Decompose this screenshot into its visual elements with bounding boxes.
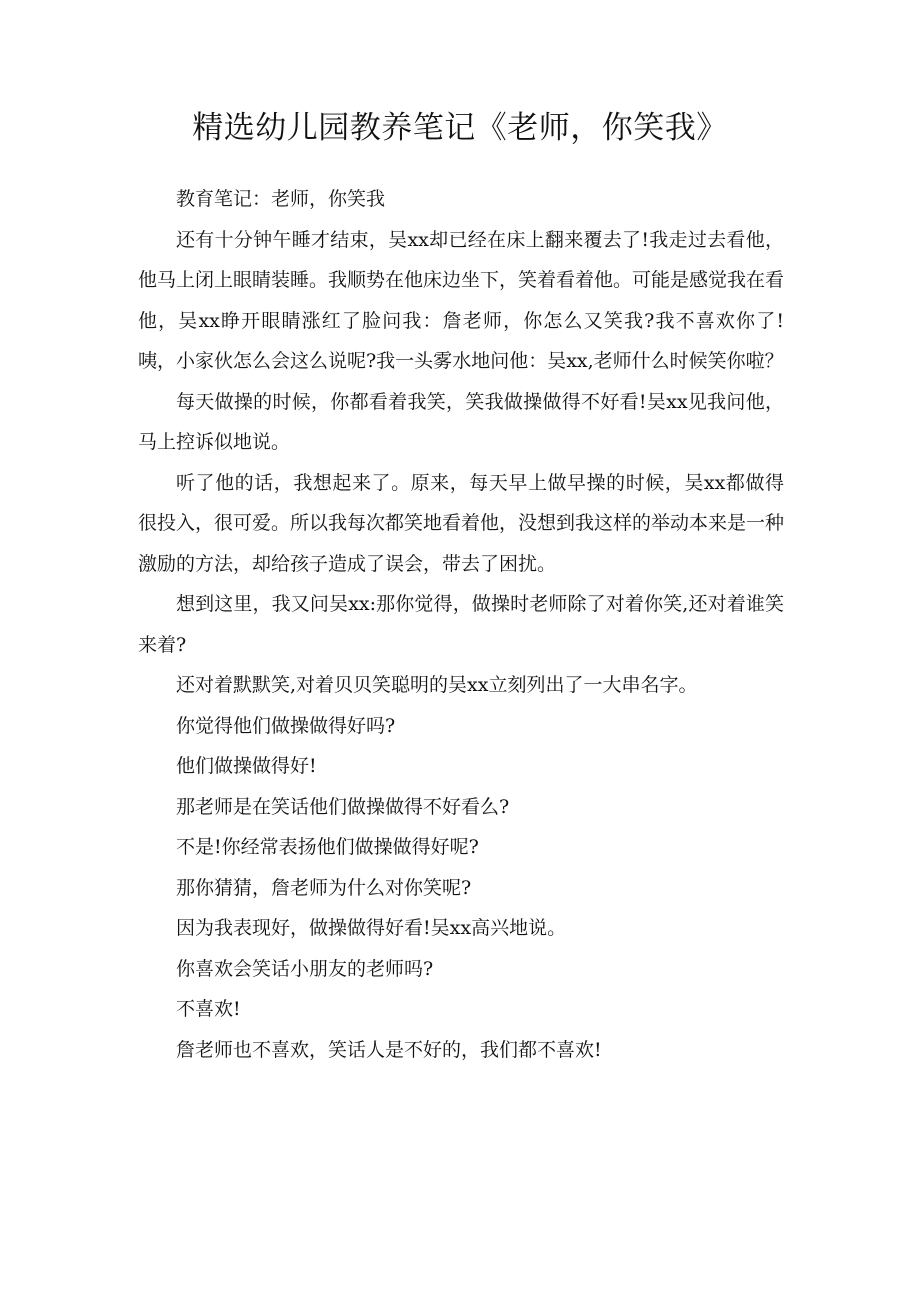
paragraph: 你喜欢会笑话小朋友的老师吗? xyxy=(176,957,434,980)
paragraph: 詹老师也不喜欢，笑话人是不好的，我们都不喜欢! xyxy=(176,1038,602,1061)
paragraph: 还对着默默笑,对着贝贝笑聪明的吴xx立刻列出了一大串名字。 xyxy=(176,674,698,696)
paragraph: 因为我表现好，做操做得好看!吴xx高兴地说。 xyxy=(176,917,567,939)
paragraph: 每天做操的时候，你都看着我笑，笑我做操做得不好看!吴xx见我问他，马上控诉似地说。 xyxy=(138,390,784,453)
paragraph: 那老师是在笑话他们做操做得不好看么? xyxy=(176,795,510,818)
paragraph: 想到这里，我又问吴xx:那你觉得，做操时老师除了对着你笑,还对着谁笑来着? xyxy=(138,593,784,656)
document-body xyxy=(138,179,784,1070)
paragraph: 不喜欢! xyxy=(176,998,241,1020)
page-title: 精选幼儿园教养笔记《老师，你笑我》 xyxy=(192,110,728,146)
paragraph: 你觉得他们做操做得好吗? xyxy=(176,714,396,737)
paragraph: 那你猜猜，詹老师为什么对你笑呢? xyxy=(176,876,472,899)
paragraph: 他们做操做得好! xyxy=(176,755,317,777)
paragraph-heading: 教育笔记：老师，你笑我 xyxy=(176,188,386,210)
paragraph: 不是!你经常表扬他们做操做得好呢? xyxy=(176,836,479,858)
paragraph: 还有十分钟午睡才结束，吴xx却已经在床上翻来覆去了!我走过去看他，他马上闭上眼睛装睡。我顺势在他床边坐下，笑着看着他。可能是感觉我在看他，吴xx睁开眼睛涨红了脸问我：詹老师，你怎么又笑我?我不喜欢你了!咦，小家伙怎么会这么说呢?我一头雾水地问他：吴xx,老师什么时候笑你啦？ xyxy=(138,228,785,372)
paragraph: 听了他的话，我想起来了。原来，每天早上做早操的时候，吴xx都做得很投入，很可爱。所以我每次都笑地看着他，没想到我这样的举动本来是一种激励的方法，却给孩子造成了误会，带去了困扰。 xyxy=(138,471,785,575)
